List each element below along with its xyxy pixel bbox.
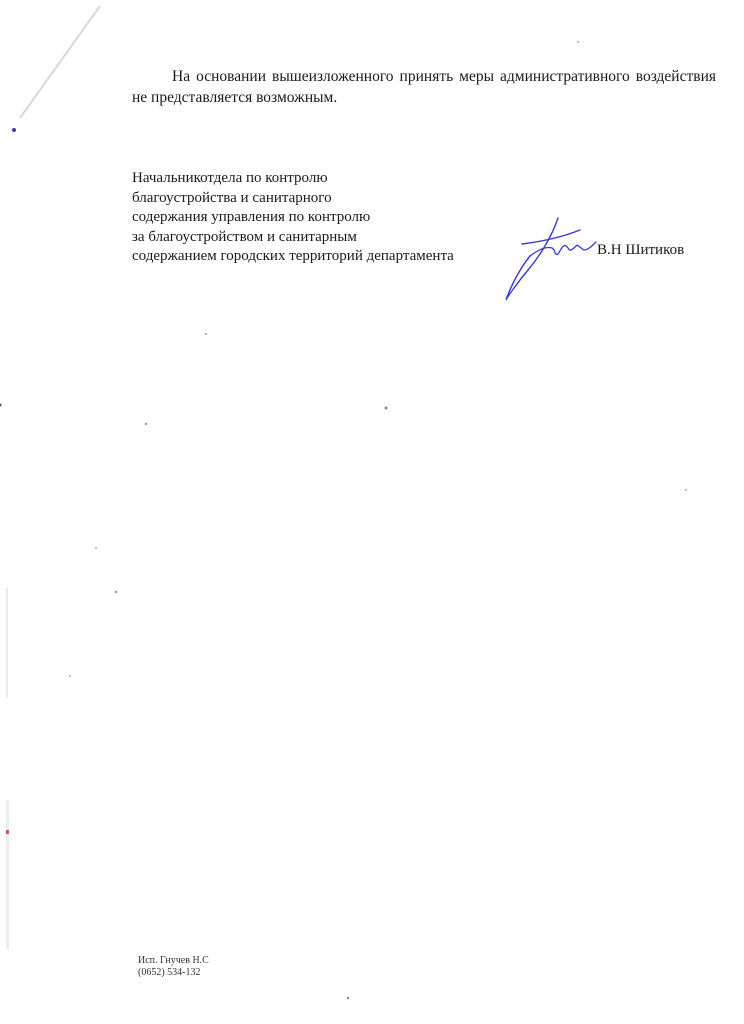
- signer-title-line: за благоустройством и санитарным: [132, 228, 357, 245]
- signer-title-line: содержанием городских территорий департамента: [132, 248, 454, 264]
- signer-title-line: Начальникотдела по контролю: [132, 170, 328, 186]
- decision-text: На основании вышеизложенного принять меры административного воздействия не представляется возможным.: [132, 68, 716, 106]
- executor-name: Исп. Гнучев Н.С: [138, 955, 209, 966]
- executor-phone: (0652) 534-132: [138, 967, 201, 978]
- decision-paragraph: [132, 66, 716, 108]
- signer-name: В.Н Шитиков: [597, 242, 685, 258]
- signer-title-line: содержания управления по контролю: [132, 209, 371, 225]
- handwritten-signature: [498, 212, 598, 304]
- executor-info: [138, 955, 209, 979]
- signer-title-line: благоустройства и санитарного: [132, 189, 332, 206]
- signer-title: [132, 169, 454, 267]
